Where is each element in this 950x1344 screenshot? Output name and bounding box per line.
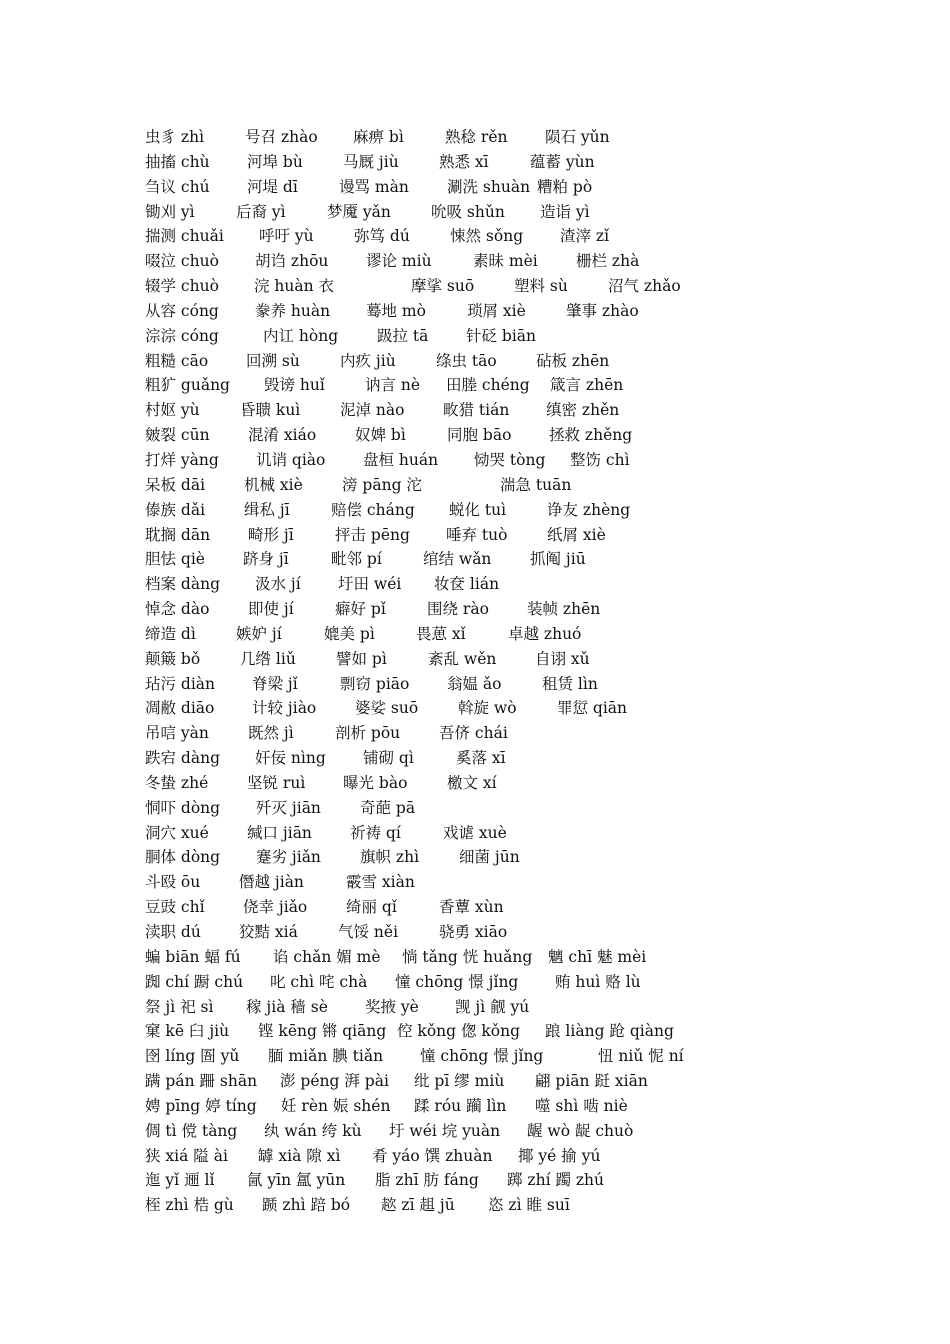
vocab-entry: 畋猎 tián	[443, 401, 510, 420]
vocab-entry: 氤 yīn 氲 yūn	[247, 1171, 346, 1190]
vocab-entry: 纨 wán 绔 kù	[264, 1121, 362, 1140]
vocab-entry: 气馁 něi	[338, 923, 399, 941]
vocabulary-list	[0, 125, 950, 1218]
vocab-entry: 箴言 zhēn	[550, 376, 624, 395]
vocab-entry: 栅栏 zhà	[576, 252, 640, 271]
vocab-entry: 绦虫 tāo	[436, 351, 497, 370]
vocab-entry: 踯 zhí 躅 zhú	[507, 1171, 605, 1190]
vocab-row	[0, 349, 950, 374]
vocab-row	[0, 523, 950, 548]
vocab-entry: 铿 kēng 锵 qiāng	[258, 1022, 387, 1041]
vocab-row	[0, 672, 950, 697]
vocab-entry: 趑 zī 趄 jū	[381, 1196, 455, 1215]
vocab-entry: 绾结 wǎn	[423, 550, 492, 569]
vocab-entry: 戏谑 xuè	[443, 823, 507, 842]
vocab-entry: 倥 kǒng 偬 kǒng	[397, 1022, 521, 1041]
vocab-entry: 畏葸 xǐ	[416, 624, 466, 643]
vocab-entry: 锄刈 yì	[145, 202, 195, 221]
vocab-entry: 娉 pīng 婷 tíng	[145, 1096, 257, 1115]
vocab-entry: 造诣 yì	[540, 202, 590, 221]
vocab-entry: 绮丽 qǐ	[346, 898, 397, 917]
vocab-entry: 奴婢 bì	[355, 426, 406, 445]
vocab-entry: 踟 chí 蹰 chú	[145, 972, 244, 991]
vocab-row	[0, 1019, 950, 1044]
vocab-entry: 毗邻 pí	[331, 550, 382, 569]
vocab-entry: 奸佞 nìng	[255, 749, 326, 768]
vocab-row	[0, 572, 950, 597]
vocab-entry: 租赁 lìn	[542, 674, 598, 693]
vocab-row	[0, 200, 950, 225]
vocab-entry: 罪愆 qiān	[557, 699, 628, 718]
vocab-entry: 跌宕 dàng	[145, 749, 220, 768]
vocab-entry: 拯救 zhěng	[549, 426, 633, 445]
vocab-row	[0, 423, 950, 448]
vocab-entry: 忸 niǔ 怩 ní	[598, 1047, 684, 1066]
vocab-entry: 涮洗 shuàn	[447, 177, 531, 196]
vocab-entry: 呆板 dāi	[145, 475, 206, 494]
vocab-entry: 恫吓 dòng	[145, 798, 221, 817]
vocab-row	[0, 473, 950, 498]
vocab-row	[0, 150, 950, 175]
vocab-entry: 翁媪 ǎo	[447, 674, 502, 693]
vocab-entry: 坚锐 ruì	[247, 773, 306, 792]
vocab-entry: 湍急 tuān	[500, 475, 572, 494]
vocab-entry: 毁谤 huǐ	[264, 376, 325, 395]
vocab-row	[0, 1119, 950, 1144]
vocab-entry: 脊梁 jǐ	[252, 674, 298, 693]
vocab-entry: 傣族 dǎi	[145, 500, 206, 519]
vocab-entry: 缔造 dì	[145, 624, 196, 643]
vocab-entry: 虫豸 zhì	[145, 128, 205, 146]
vocab-entry: 谄 chǎn 媚 mè	[273, 947, 381, 966]
vocab-entry: 唾弃 tuò	[446, 525, 508, 544]
vocab-entry: 耽搁 dān	[145, 525, 211, 544]
vocab-entry: 胆怯 qiè	[145, 550, 205, 569]
vocab-entry: 糟粕 pò	[537, 177, 593, 196]
vocab-entry: 从容 cóng	[145, 301, 219, 320]
vocab-entry: 既然 jì	[248, 724, 294, 743]
vocab-entry: 村妪 yù	[145, 401, 200, 420]
vocab-entry: 谬论 miù	[366, 252, 432, 271]
vocab-entry: 曝光 bào	[343, 773, 408, 792]
vocab-entry: 澎 péng 湃 pài	[280, 1072, 389, 1091]
vocab-entry: 缜密 zhěn	[546, 401, 620, 420]
vocab-entry: 悼念 dào	[145, 600, 210, 619]
vocab-entry: 踉 liàng 跄 qiàng	[545, 1022, 674, 1041]
vocab-entry: 抓阄 jiū	[530, 550, 586, 569]
vocab-row	[0, 1094, 950, 1119]
vocab-entry: 呼吁 yù	[259, 227, 314, 246]
vocab-entry: 摩挲 suō	[411, 277, 475, 296]
vocab-entry: 卓越 zhuó	[508, 624, 582, 643]
vocab-entry: 悚然 sǒng	[450, 227, 524, 246]
vocab-row	[0, 895, 950, 920]
vocab-entry: 缄口 jiān	[247, 823, 312, 842]
vocab-row	[0, 597, 950, 622]
vocab-entry: 肴 yáo 馔 zhuàn	[372, 1146, 493, 1165]
vocab-row	[0, 746, 950, 771]
vocab-row	[0, 920, 950, 945]
vocab-entry: 剽窃 piāo	[340, 674, 410, 693]
vocab-entry: 紊乱 wěn	[428, 649, 497, 668]
vocab-entry: 号召 zhào	[245, 128, 318, 146]
vocab-entry: 昏聩 kuì	[240, 401, 301, 420]
vocab-row	[0, 224, 950, 249]
vocab-row	[0, 1044, 950, 1069]
vocab-entry: 譬如 pì	[336, 649, 387, 668]
vocab-entry: 抨击 pēng	[335, 525, 410, 544]
vocab-entry: 打烊 yàng	[145, 450, 219, 469]
vocab-entry: 淙淙 cóng	[145, 326, 219, 345]
vocab-entry: 憧 chōng 憬 jǐng	[395, 972, 519, 991]
vocab-entry: 泥淖 nào	[340, 401, 405, 420]
vocab-entry: 河埠 bù	[247, 152, 303, 171]
vocab-entry: 翩 piān 跹 xiān	[535, 1072, 648, 1091]
vocab-row	[0, 870, 950, 895]
vocab-entry: 玷污 diàn	[145, 674, 216, 693]
vocab-entry: 胡诌 zhōu	[255, 252, 329, 271]
vocab-entry: 同胞 bāo	[447, 426, 512, 445]
vocab-entry: 计较 jiào	[252, 699, 317, 718]
vocab-entry: 倜 tì 傥 tàng	[145, 1121, 238, 1140]
vocab-entry: 陨石 yǔn	[545, 128, 610, 146]
vocab-entry: 奖掖 yè	[365, 997, 419, 1016]
vocab-row	[0, 175, 950, 200]
vocab-entry: 脂 zhī 肪 fáng	[375, 1171, 479, 1190]
vocab-entry: 田塍 chéng	[446, 376, 530, 395]
vocab-entry: 嫉妒 jí	[236, 624, 282, 643]
vocab-entry: 纸屑 xiè	[547, 525, 606, 544]
vocab-entry: 素昧 mèi	[473, 252, 538, 271]
vocab-entry: 盘桓 huán	[363, 450, 439, 469]
vocab-entry: 讷言 nè	[365, 376, 421, 395]
vocab-entry: 蹇劣 jiǎn	[256, 848, 321, 867]
vocab-row	[0, 1069, 950, 1094]
vocab-entry: 琐屑 xiè	[467, 301, 526, 320]
vocab-entry: 砧板 zhēn	[536, 351, 610, 370]
vocab-entry: 豢养 huàn	[255, 301, 331, 320]
vocab-entry: 诤友 zhèng	[547, 500, 631, 519]
vocab-entry: 檄文 xí	[447, 773, 497, 792]
vocab-entry: 蹒 pán 跚 shān	[145, 1072, 258, 1091]
vocab-entry: 凋敝 diāo	[145, 699, 215, 718]
vocab-entry: 祭 jì 祀 sì	[145, 997, 214, 1016]
vocab-entry: 几绺 liǔ	[240, 649, 296, 668]
vocab-entry: 蓦地 mò	[366, 301, 426, 320]
vocab-entry: 河堤 dī	[247, 177, 298, 196]
vocab-entry: 讥诮 qiào	[256, 450, 326, 469]
vocab-entry: 肇事 zhào	[566, 301, 639, 320]
vocab-entry: 沼气 zhǎo	[608, 277, 681, 296]
vocab-entry: 噬 shì 啮 niè	[535, 1096, 628, 1115]
vocab-entry: 内疚 jiù	[340, 351, 396, 370]
vocab-entry: 媲美 pì	[324, 624, 375, 643]
vocab-row	[0, 970, 950, 995]
vocab-entry: 围绕 rào	[427, 600, 489, 619]
vocab-entry: 霰雪 xiàn	[346, 873, 415, 892]
vocab-entry: 跻身 jī	[243, 550, 289, 569]
vocab-row	[0, 448, 950, 473]
vocab-entry: 内讧 hòng	[263, 326, 339, 345]
vocab-entry: 骁勇 xiāo	[439, 923, 508, 941]
vocab-entry: 畸形 jī	[248, 525, 294, 544]
vocab-entry: 抽搐 chù	[145, 152, 210, 171]
vocab-entry: 塑料 sù	[514, 277, 568, 296]
vocab-entry: 腼 miǎn 腆 tiǎn	[268, 1047, 384, 1066]
vocab-entry: 吮吸 shǔn	[431, 202, 505, 221]
vocab-entry: 罅 xià 隙 xì	[258, 1146, 341, 1165]
vocab-entry: 桎 zhì 梏 gù	[145, 1196, 234, 1215]
vocab-entry: 妆奁 lián	[434, 575, 500, 594]
vocab-entry: 斗殴 ōu	[145, 873, 201, 892]
vocab-entry: 纰 pī 缪 miù	[414, 1072, 505, 1091]
vocab-entry: 自诩 xǔ	[535, 649, 590, 668]
vocab-row	[0, 274, 950, 299]
vocab-entry: 皴裂 cūn	[145, 426, 210, 445]
vocab-entry: 憧 chōng 憬 jǐng	[420, 1047, 544, 1066]
vocab-row	[0, 398, 950, 423]
vocab-entry: 斡旋 wò	[458, 699, 517, 718]
vocab-entry: 豆豉 chǐ	[145, 898, 205, 917]
vocab-row	[0, 1144, 950, 1169]
vocab-entry: 剖析 pōu	[335, 724, 401, 743]
vocab-row	[0, 125, 950, 150]
vocab-entry: 梦魇 yǎn	[327, 202, 391, 221]
vocab-row	[0, 1168, 950, 1193]
vocab-entry: 弥笃 dú	[354, 227, 410, 246]
vocab-entry: 洞穴 xué	[145, 823, 209, 842]
vocab-entry: 吾侪 chái	[439, 724, 508, 743]
vocab-entry: 歼灭 jiān	[256, 798, 321, 817]
vocab-row	[0, 721, 950, 746]
vocab-entry: 恣 zì 睢 suī	[488, 1196, 570, 1215]
vocab-entry: 叱 chì 咤 chà	[270, 972, 368, 991]
vocab-entry: 揶 yé 揄 yú	[518, 1146, 601, 1165]
vocab-entry: 稼 jià 穑 sè	[246, 997, 328, 1016]
vocab-row	[0, 821, 950, 846]
vocab-row	[0, 547, 950, 572]
vocab-entry: 吊唁 yàn	[145, 724, 209, 743]
vocab-entry: 即使 jí	[248, 600, 294, 619]
vocab-entry: 滂 pāng 沱	[342, 475, 422, 494]
vocab-entry: 圩 wéi 垸 yuàn	[389, 1121, 501, 1140]
vocab-entry: 熟悉 xī	[439, 152, 489, 171]
vocab-row	[0, 299, 950, 324]
vocab-entry: 浣 huàn 衣	[254, 277, 335, 296]
vocab-entry: 癖好 pǐ	[335, 600, 386, 619]
vocab-entry: 麻痹 bì	[353, 128, 404, 146]
vocab-row	[0, 324, 950, 349]
vocab-entry: 贿 huì 赂 lù	[555, 972, 641, 991]
vocab-entry: 趿拉 tā	[377, 326, 429, 345]
vocab-entry: 机械 xiè	[244, 475, 303, 494]
vocab-entry: 狡黠 xiá	[239, 923, 298, 941]
vocab-entry: 汲水 jí	[255, 575, 301, 594]
vocab-row	[0, 771, 950, 796]
vocab-entry: 蹂 róu 躏 lìn	[414, 1096, 507, 1115]
vocab-entry: 辍学 chuò	[145, 277, 219, 296]
vocab-entry: 狭 xiá 隘 ài	[145, 1146, 228, 1165]
vocab-entry: 熟稔 rěn	[445, 128, 508, 146]
vocab-entry: 马厩 jiù	[343, 152, 399, 171]
vocab-row	[0, 249, 950, 274]
vocab-entry: 针砭 biān	[466, 326, 537, 345]
vocab-entry: 档案 dàng	[145, 575, 220, 594]
vocab-entry: 惝 tǎng 恍 huǎng	[402, 947, 533, 966]
vocab-row	[0, 647, 950, 672]
vocab-entry: 僭越 jiàn	[239, 873, 304, 892]
vocab-entry: 婆娑 suō	[355, 699, 419, 718]
vocab-entry: 祈祷 qí	[350, 823, 401, 842]
vocab-entry: 颠簸 bǒ	[145, 649, 201, 668]
vocab-entry: 装帧 zhēn	[527, 600, 601, 619]
vocab-entry: 囹 líng 圄 yǔ	[145, 1047, 240, 1066]
vocab-entry: 粗糙 cāo	[145, 351, 209, 370]
vocab-entry: 铺砌 qì	[363, 749, 414, 768]
vocab-entry: 混淆 xiáo	[248, 426, 317, 445]
vocab-row	[0, 845, 950, 870]
vocab-entry: 揣测 chuǎi	[145, 227, 224, 246]
vocab-row	[0, 995, 950, 1020]
vocab-entry: 魑 chī 魅 mèi	[548, 947, 647, 966]
vocab-row	[0, 1193, 950, 1218]
vocab-entry: 旗帜 zhì	[360, 848, 420, 867]
vocab-row	[0, 373, 950, 398]
vocab-entry: 回溯 sù	[246, 351, 300, 370]
vocab-row	[0, 945, 950, 970]
vocab-entry: 蝙 biān 蝠 fú	[145, 947, 241, 966]
vocab-entry: 圩田 wéi	[338, 575, 402, 594]
vocab-row	[0, 796, 950, 821]
vocab-entry: 粗犷 guǎng	[145, 376, 230, 395]
vocab-entry: 龌 wò 龊 chuò	[527, 1121, 634, 1140]
vocab-row	[0, 696, 950, 721]
vocab-entry: 香蕈 xùn	[439, 898, 504, 917]
vocab-row	[0, 498, 950, 523]
vocab-entry: 恸哭 tòng	[474, 450, 546, 469]
vocab-entry: 整饬 chì	[570, 450, 630, 469]
vocab-entry: 渣滓 zǐ	[560, 227, 610, 246]
vocab-entry: 觊 jì 觎 yú	[455, 997, 530, 1016]
vocab-entry: 蕴蓄 yùn	[530, 152, 595, 171]
vocab-entry: 渎职 dú	[145, 923, 201, 941]
vocab-entry: 奚落 xī	[456, 749, 506, 768]
vocab-entry: 啜泣 chuò	[145, 252, 219, 271]
vocab-entry: 侥幸 jiǎo	[243, 898, 308, 917]
vocab-entry: 谩骂 màn	[339, 177, 409, 196]
vocab-entry: 刍议 chú	[145, 177, 210, 196]
vocab-entry: 蜕化 tuì	[449, 500, 507, 519]
vocab-entry: 后裔 yì	[236, 202, 286, 221]
vocab-entry: 踬 zhì 踣 bó	[262, 1196, 351, 1215]
vocab-entry: 胴体 dòng	[145, 848, 221, 867]
vocab-entry: 妊 rèn 娠 shén	[281, 1096, 391, 1115]
vocab-entry: 迤 yǐ 逦 lǐ	[145, 1171, 215, 1190]
vocab-entry: 赔偿 cháng	[331, 500, 415, 519]
vocab-entry: 窠 kē 臼 jiù	[145, 1022, 230, 1041]
vocab-entry: 缉私 jī	[244, 500, 290, 519]
vocab-entry: 奇葩 pā	[360, 798, 416, 817]
vocab-entry: 冬蛰 zhé	[145, 773, 209, 792]
vocab-row	[0, 622, 950, 647]
vocab-entry: 细菌 jūn	[459, 848, 520, 867]
